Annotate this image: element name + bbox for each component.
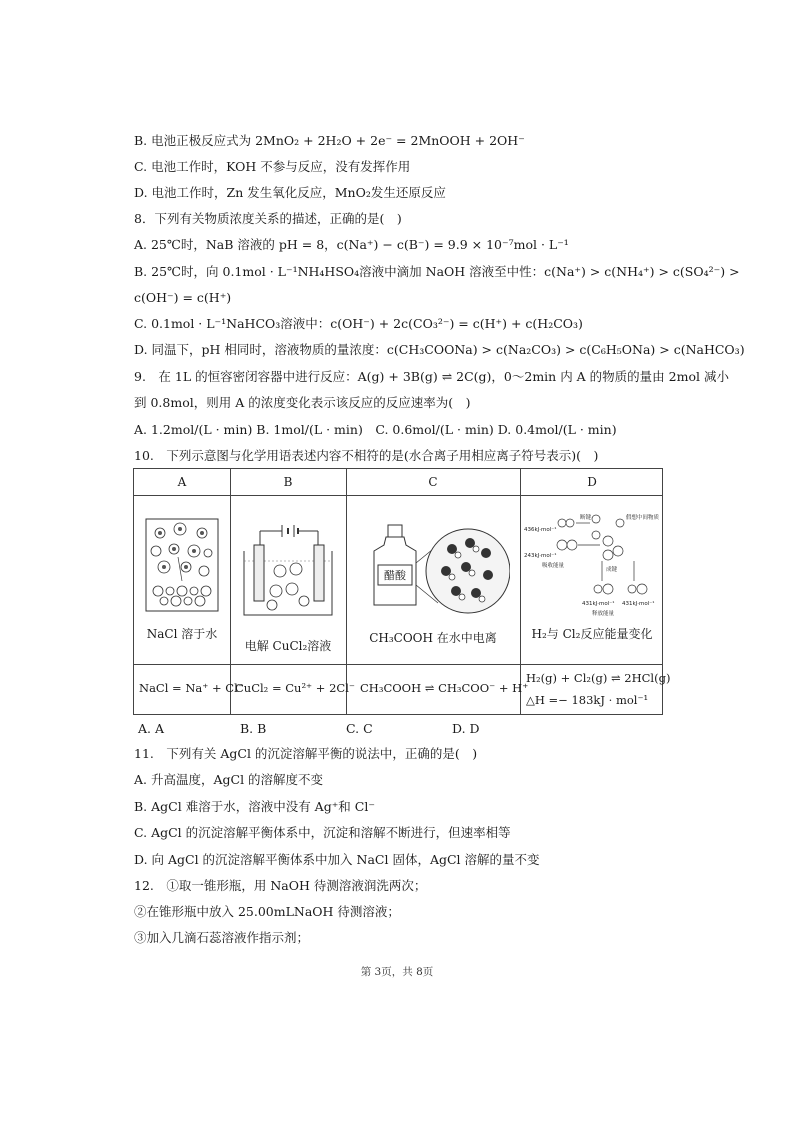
q8-option-a: A. 25℃时，NaB 溶液的 pH = 8，c(Na⁺) − c(B⁻) = 9.9 × 10⁻⁷mol · L⁻¹ bbox=[134, 237, 569, 252]
equation-b: CuCl₂ = Cu²⁺ + 2Cl⁻ bbox=[235, 681, 355, 695]
q12-step-1: 12. ①取一锥形瓶，用 NaOH 待测溶液润洗两次； bbox=[134, 878, 427, 893]
intermediate-label: 假想中间物质 bbox=[626, 515, 660, 521]
q12-step-3: ③加入几滴石蕊溶液作指示剂； bbox=[134, 930, 310, 945]
bottle-label: 醋酸 bbox=[384, 569, 406, 582]
q8-option-b: B. 25℃时，向 0.1mol · L⁻¹NH₄HSO₄溶液中滴加 NaOH 溶液至中性：c(Na⁺) > c(NH₄⁺) > c(SO₄²⁻) > bbox=[134, 264, 740, 279]
equation-c: CH₃COOH ⇌ CH₃COO⁻ + H⁺ bbox=[360, 681, 529, 695]
q9-stem-cont: 到 0.8mol，则用 A 的浓度变化表示该反应的反应速率为( ) bbox=[134, 395, 471, 410]
q8-option-d: D. 同温下，pH 相同时，溶液物质的量浓度：c(CH₃COONa) > c(Na₂CO₃) > c(C₆H₅ONa) > c(NaHCO₃) bbox=[134, 342, 745, 357]
electrolysis-diagram bbox=[238, 521, 338, 621]
q10-stem: 10. 下列示意图与化学用语表述内容不相符的是(水合离子用相应离子符号表示)( ) bbox=[134, 448, 599, 463]
energy-label-4: 431kJ·mol⁻¹ bbox=[622, 601, 655, 607]
q7-option-d: D. 电池工作时，Zn 发生氧化反应，MnO₂发生还原反应 bbox=[134, 185, 446, 200]
energy-label-3: 431kJ·mol⁻¹ bbox=[582, 601, 615, 607]
q7-option-b: B. 电池正极反应式为 2MnO₂ + 2H₂O + 2e⁻ = 2MnOOH + 2OH⁻ bbox=[134, 133, 525, 148]
q8-option-b-cont: c(OH⁻) = c(H⁺) bbox=[134, 290, 232, 305]
table-header-c: C bbox=[428, 475, 438, 489]
table-header-d: D bbox=[587, 475, 597, 489]
acetic-acid-ionization-diagram bbox=[358, 519, 510, 619]
q10-table bbox=[133, 468, 671, 715]
q8-stem: 8．下列有关物质浓度关系的描述，正确的是( ) bbox=[134, 211, 402, 226]
caption-c: CH₃COOH 在水中电离 bbox=[369, 631, 497, 645]
q8-option-c: C. 0.1mol · L⁻¹NaHCO₃溶液中：c(OH⁻) + 2c(CO₃²⁻) = c(H⁺) + c(H₂CO₃) bbox=[134, 316, 583, 331]
q11-option-c: C. AgCl 的沉淀溶解平衡体系中，沉淀和溶解不断进行，但速率相等 bbox=[134, 825, 511, 840]
page-footer: 第 3页，共 8页 bbox=[360, 966, 434, 978]
equation-a: NaCl = Na⁺ + Cl⁻ bbox=[139, 681, 244, 695]
q10-option-d: D. D bbox=[452, 721, 480, 736]
equation-d-1: H₂(g) + Cl₂(g) ⇌ 2HCl(g) bbox=[526, 671, 671, 685]
q10-option-c: C. C bbox=[346, 721, 373, 736]
q9-options: A. 1.2mol/(L · min) B. 1mol/(L · min) C. 0.6mol/(L · min) D. 0.4mol/(L · min) bbox=[134, 422, 617, 437]
release-energy-label: 释放能量 bbox=[592, 611, 615, 617]
equation-d-2: △H =− 183kJ · mol⁻¹ bbox=[526, 693, 649, 707]
table-header-a: A bbox=[177, 475, 187, 489]
q11-stem: 11. 下列有关 AgCl 的沉淀溶解平衡的说法中，正确的是( ) bbox=[134, 746, 478, 761]
q11-option-b: B. AgCl 难溶于水，溶液中没有 Ag⁺和 Cl⁻ bbox=[134, 799, 375, 814]
q9-stem: 9. 在 1L 的恒容密闭容器中进行反应：A(g) + 3B(g) ⇌ 2C(g)，0～2min 内 A 的物质的量由 2mol 减小 bbox=[134, 369, 729, 384]
q11-option-d: D. 向 AgCl 的沉淀溶解平衡体系中加入 NaCl 固体，AgCl 溶解的量不变 bbox=[134, 852, 540, 867]
bond-form-label: 成键 bbox=[606, 567, 618, 573]
energy-label-1: 436kJ·mol⁻¹ bbox=[524, 527, 557, 533]
q11-option-a: A. 升高温度，AgCl 的溶解度不变 bbox=[134, 772, 324, 787]
caption-a: NaCl 溶于水 bbox=[146, 627, 218, 641]
energy-label-2: 243kJ·mol⁻¹ bbox=[524, 553, 557, 559]
q10-option-b: B. B bbox=[240, 721, 267, 736]
energy-change-diagram bbox=[522, 505, 662, 625]
caption-d: H₂与 Cl₂反应能量变化 bbox=[531, 627, 653, 641]
caption-b: 电解 CuCl₂溶液 bbox=[244, 639, 332, 653]
bond-break-label: 断键 bbox=[580, 515, 592, 521]
table-header-b: B bbox=[283, 475, 293, 489]
nacl-dissolving-diagram bbox=[144, 517, 220, 613]
absorb-energy-label: 吸收能量 bbox=[542, 563, 565, 569]
q12-step-2: ②在锥形瓶中放入 25.00mLNaOH 待测溶液； bbox=[134, 904, 400, 919]
q7-option-c: C. 电池工作时，KOH 不参与反应，没有发挥作用 bbox=[134, 159, 411, 174]
q10-option-a: A. A bbox=[138, 721, 165, 736]
